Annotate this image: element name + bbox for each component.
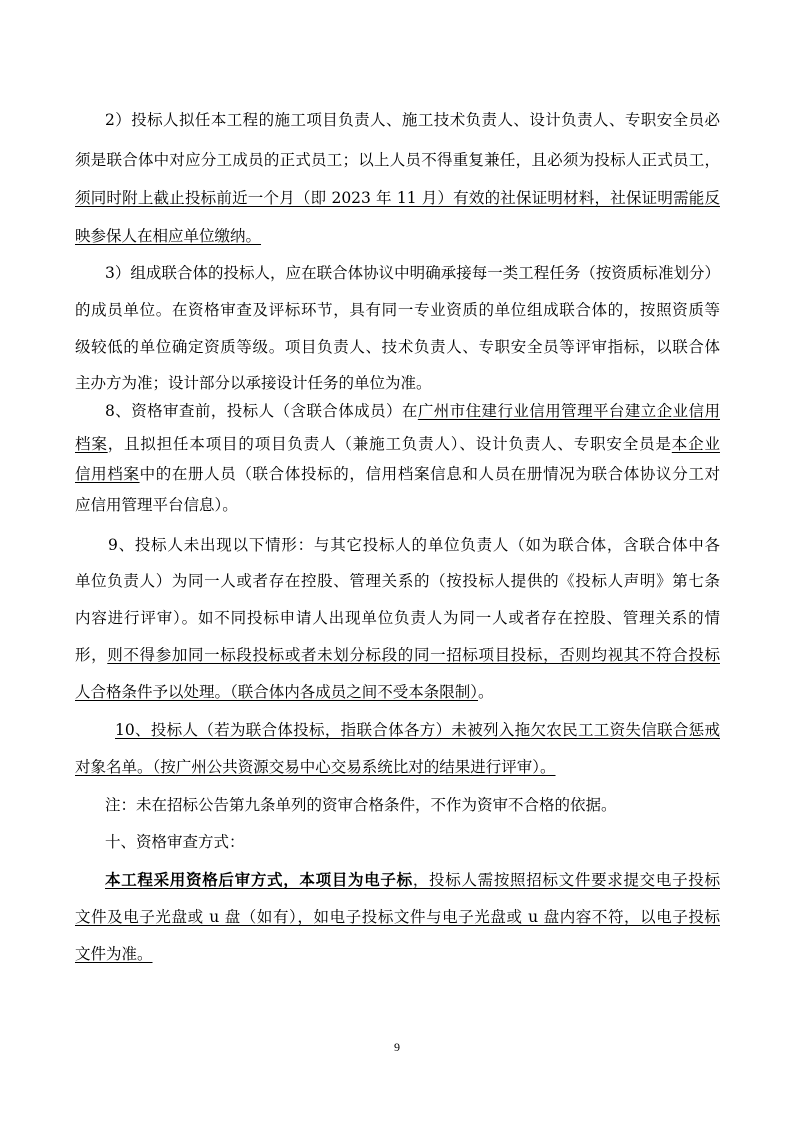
underlined-text: 映参保人在相应单位缴纳。 [75, 227, 262, 245]
item-9-line-5 [75, 682, 720, 702]
review-method-line-2 [75, 907, 720, 927]
underlined-text: 人合格条件予以处理。（联合体内各成员之间不受本条限制） [75, 683, 479, 701]
item-8-text: 中的在册人员（联合体投标的，信用档案信息和人员在册情况为联合体协议分工对 [139, 465, 720, 483]
note-text: 注：未在招标公告第九条单列的资审合格条件，不作为资审不合格的依据。 [105, 796, 617, 814]
para-3-line-2: 的成员单位。在资格审查及评标环节，具有同一专业资质的单位组成联合体的，按照资质等 [75, 301, 720, 319]
para-2-line-2: 须是联合体中对应分工成员的正式员工；以上人员不得重复兼任，且必须为投标人正式员工， [75, 151, 720, 169]
item-9-line-2: 单位负责人）为同一人或者存在控股、管理关系的（按投标人提供的《投标人声明》第七条 [75, 572, 720, 590]
underlined-text: ，投标人需按照招标文件要求提交电子投标 [412, 871, 720, 889]
item-9-line-3: 内容进行评审）。如不同投标申请人出现单位负责人为同一人或者存在控股、管理关系的情 [75, 609, 720, 627]
underlined-text: 则不得参加同一标段投标或者未划分标段的同一招标项目投标，否则均视其不符合投标 [107, 646, 720, 664]
underlined-text: 文件及电子光盘或 u 盘（如有），如电子投标文件与电子光盘或 u 盘内容不符，以电子投标 [75, 908, 720, 926]
item-8-line-3 [75, 464, 720, 484]
review-method-line-1 [75, 870, 720, 890]
para-2-line-1: 2）投标人拟任本工程的施工项目负责人、施工技术负责人、设计负责人、专职安全员必 [105, 111, 720, 129]
item-8-line-2 [75, 434, 720, 454]
item-10-line-2 [75, 757, 720, 777]
underlined-bold-text [105, 871, 413, 889]
underlined-text: 文件为准。 [75, 945, 153, 963]
review-method-line-3 [75, 944, 720, 964]
para-3-line-4: 主办方为准；设计部分以承接设计任务的单位为准。 [75, 374, 432, 392]
underlined-text: 档案 [75, 435, 108, 453]
para-2-line-3 [75, 188, 720, 208]
para-3-line-3: 级较低的单位确定资质等级。项目负责人、技术负责人、专职安全员等评审指标，以联合体 [75, 338, 720, 356]
underlined-text: 本企业 [671, 435, 720, 453]
item-8-text: 8、资格审查前，投标人（含联合体成员）在 [105, 402, 418, 420]
item-9-line-4 [75, 645, 720, 665]
underlined-text: 信用档案 [75, 465, 140, 483]
item-8-line-4: 应信用管理平台信息）。 [75, 496, 238, 514]
section-heading: 十、资格审查方式： [105, 833, 245, 851]
item-9-line-1: 9、投标人未出现以下情形：与其它投标人的单位负责人（如为联合体，含联合体中各 [108, 536, 720, 554]
item-8-text: ，且拟担任本项目的项目负责人（兼施工负责人）、设计负责人、专职安全员是 [107, 435, 672, 453]
item-9-text: 形， [75, 646, 108, 664]
page-number: 9 [394, 1040, 400, 1054]
item-10-line-1 [75, 720, 720, 740]
underlined-text: 广州市住建行业信用管理平台建立企业信用 [417, 402, 720, 420]
item-8-line-1 [75, 401, 720, 421]
underlined-text: 对象名单。（按广州公共资源交易中心交易系统比对的结果进行评审）。 [75, 758, 556, 776]
item-9-text: 。 [478, 683, 494, 701]
para-3-line-1: 3）组成联合体的投标人，应在联合体协议中明确承接每一类工程任务（按资质标准划分） [105, 264, 720, 282]
para-2-line-4 [75, 226, 720, 246]
underlined-text: 10、投标人（若为联合体投标，指联合体各方）未被列入拖欠农民工工资失信联合惩戒 [115, 721, 720, 739]
underlined-text: 须同时附上截止投标前近一个月（即 2023 年 11 月）有效的社保证明材料，社保证明需能反 [75, 189, 720, 207]
bold-text: 本工程采用资格后审方式，本项目为电子标 [105, 870, 413, 889]
